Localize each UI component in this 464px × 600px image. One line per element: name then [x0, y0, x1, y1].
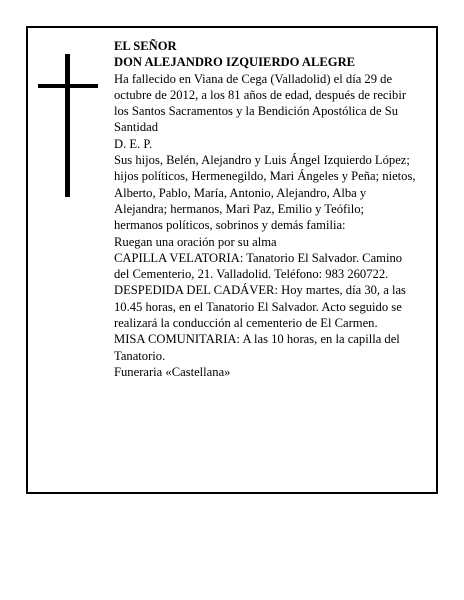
community-mass-info: MISA COMUNITARIA: A las 10 horas, en la capilla del Tanatorio.: [114, 332, 400, 363]
obituary-text: [114, 38, 416, 380]
cross-horizontal-bar: [38, 84, 98, 88]
wake-chapel-info: CAPILLA VELATORIA: Tanatorio El Salvador. Camino del Cementerio, 21. Valladolid. Teléfono: 983 260722.: [114, 250, 403, 282]
deceased-name: DON ALEJANDRO IZQUIERDO ALEGRE: [114, 55, 356, 70]
cross-vertical-bar: [65, 54, 70, 197]
prayer-request: Ruegan una oración por su alma: [114, 234, 277, 249]
family-list: Sus hijos, Belén, Alejandro y Luis Ángel Izquierdo López; hijos políticos, Hermenegildo, Mari Ángeles y Peña; nietos, Alberto, Pablo, María, Antonio, Alejandro, Alba y Alejandra; hermanos, Mari Paz, Emilio y Teófilo; hermanos políticos, sobrinos y demás familia:: [114, 153, 416, 233]
rip-line: D. E. P.: [114, 136, 153, 151]
latin-cross-icon: [38, 54, 98, 197]
death-announcement: Ha fallecido en Viana de Cega (Valladolid) el día 29 de octubre de 2012, a los 81 años de edad, después de recibir los Santos Sacramentos y la Bendición Apostólica de Su Santidad: [114, 71, 407, 135]
funeral-home: Funeraria «Castellana»: [114, 364, 231, 379]
farewell-info: DESPEDIDA DEL CADÁVER: Hoy martes, día 30, a las 10.45 horas, en el Tanatorio El Salvador. Acto seguido se realizará la conducción al cementerio de El Carmen.: [114, 283, 406, 331]
title-line-1: EL SEÑOR: [114, 39, 177, 53]
